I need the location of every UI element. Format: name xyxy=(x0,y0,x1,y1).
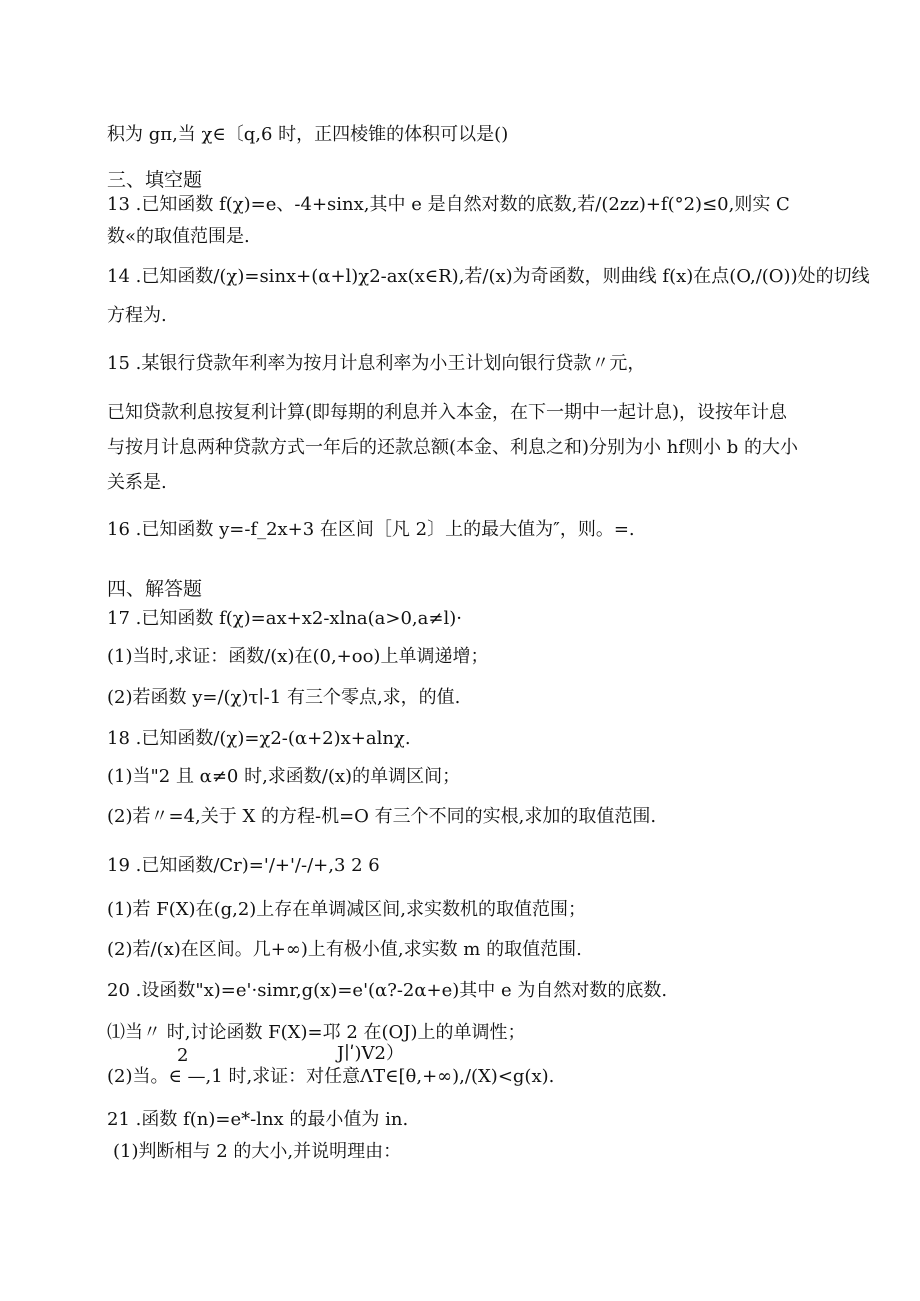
question-16-line-1: 16 .已知函数 y=-f_2x+3 在区间［凡 2〕上的最大值为″，则。=. xyxy=(107,519,635,540)
question-17-line-1: 17 .已知函数 f(χ)=ax+x2-xlna(a>0,a≠l)· xyxy=(107,608,462,629)
question-21-part-1: (1)判断相与 2 的大小,并说明理由： xyxy=(113,1141,402,1162)
fraction-fragment: J∣ʹ)V2） xyxy=(337,1043,404,1064)
question-15-line-2: 已知贷款利息按复利计算(即每期的利息并入本金，在下一期中一起计息)，设按年计息 xyxy=(107,402,788,423)
question-17-part-2: (2)若函数 y=∕(χ)τ∣-1 有三个零点,求，的值. xyxy=(107,687,461,708)
question-21-line-1: 21 .函数 f(n)=e*-lnx 的最小值为 in. xyxy=(107,1109,409,1130)
question-18-part-1: (1)当"2 且 α≠0 时,求函数/(x)的单调区间； xyxy=(107,766,461,787)
question-17-part-1: (1)当时,求证：函数/(x)在(0,+oo)上单调递增； xyxy=(107,646,489,667)
question-15-line-4: 关系是. xyxy=(107,472,167,493)
section-heading-fill-blank: 三、填空题 xyxy=(107,169,203,191)
question-18-line-1: 18 .已知函数/(χ)=χ2-(α+2)x+alnχ. xyxy=(107,728,411,749)
question-20-part-1: ⑴当〃 时,讨论函数 F(X)=邛 2 在(OJ)上的单调性； xyxy=(107,1022,526,1043)
question-19-line-1: 19 .已知函数/Cr)='/+'/-/+,3 2 6 xyxy=(107,855,380,876)
question-20-part-2: (2)当。∈ —,1 时,求证：对任意ΛT∈[θ,+∞),/(X)<g(x). xyxy=(107,1066,555,1087)
fraction-denominator: 2 xyxy=(177,1045,189,1066)
question-19-part-2: (2)若/(x)在区间。几+∞)上有极小值,求实数 m 的取值范围. xyxy=(107,939,582,960)
question-18-part-2: (2)若〃=4,关于 X 的方程-机=O 有三个不同的实根,求加的取值范围. xyxy=(107,806,657,827)
question-15-line-3: 与按月计息两种贷款方式一年后的还款总额(本金、利息之和)分别为小 hf则小 b 的大小 xyxy=(107,437,798,458)
question-14-line-1: 14 .已知函数/(χ)=sinx+(α+l)χ2-ax(x∈R),若/(x)为奇函数，则曲线 f(x)在点(O,/(O))处的切线 xyxy=(107,266,870,287)
question-20-line-1: 20 .设函数"x)=e'·simr,g(x)=e'(α?-2α+e)其中 e 为自然对数的底数. xyxy=(107,980,668,1001)
question-15-line-1: 15 .某银行贷款年利率为按月计息利率为小王计划向银行贷款〃元， xyxy=(107,353,646,374)
question-13-line-2: 数«的取值范围是. xyxy=(107,226,250,247)
section-heading-solve: 四、解答题 xyxy=(107,578,203,600)
question-13-line-1: 13 .已知函数 f(χ)=e、-4+sinx,其中 e 是自然对数的底数,若/(2zz)+f(°2)≤0,则实 C xyxy=(107,194,790,215)
question-19-part-1: (1)若 F(X)在(g,2)上存在单调减区间,求实数机的取值范围； xyxy=(107,899,587,920)
question-14-line-2: 方程为. xyxy=(107,305,167,326)
text-line-1: 积为 gπ,当 χ∈〔q,6 时，正四棱锥的体积可以是() xyxy=(107,124,509,145)
